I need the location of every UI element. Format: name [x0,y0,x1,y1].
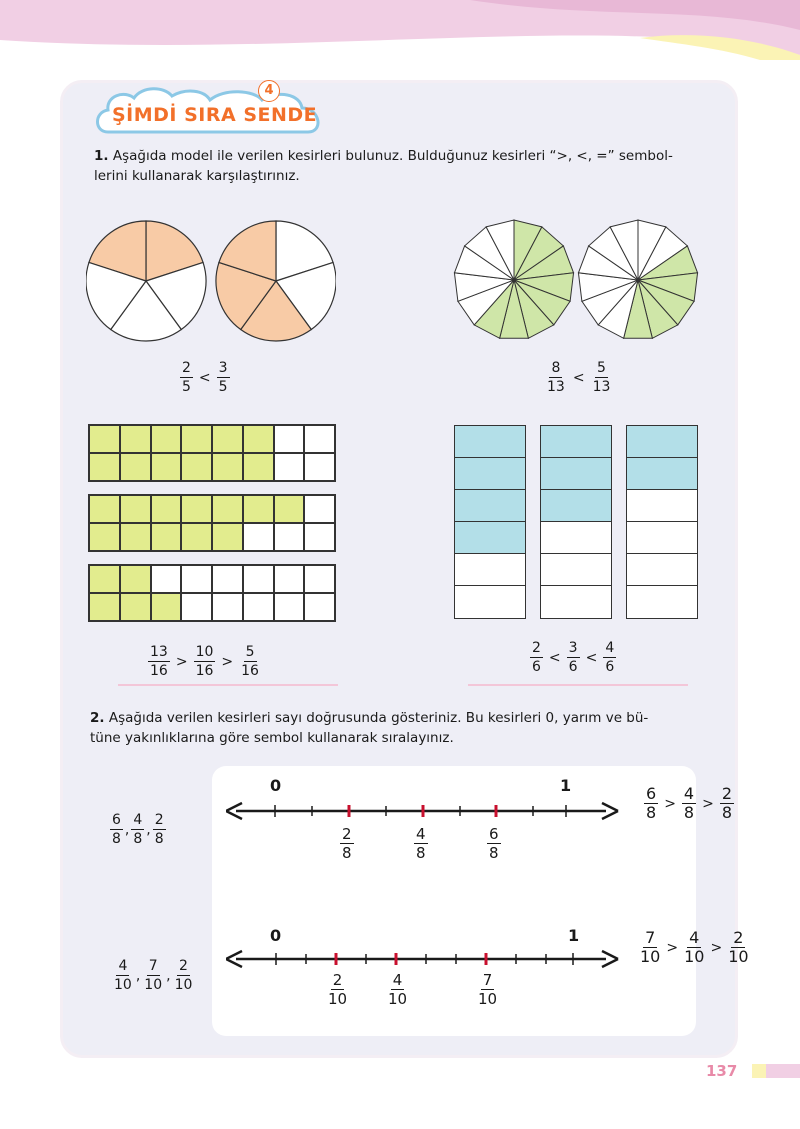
numerator: 5 [597,360,606,376]
denominator: 8 [721,803,733,822]
grid-cell [89,495,120,523]
grid-cell [151,453,182,481]
section-title: ŞİMDİ SIRA SENDE [112,104,318,126]
denominator: 16 [150,663,168,679]
number-line-tenths [226,944,626,974]
grid-cell [120,425,151,453]
question-2-number: 2. [90,710,105,726]
footer-color-block-pink [766,1064,800,1078]
grid-cell [274,425,305,453]
numerator: 2 [154,812,164,828]
grid-cell [243,593,274,621]
mark-label [326,972,349,1007]
denominator: 10 [478,990,498,1008]
answer-underline [468,684,688,686]
grid-cell [274,523,305,551]
denominator: 16 [241,663,259,679]
denominator: 8 [112,831,121,847]
grid-cell [120,593,151,621]
circle-thirteenths-right [578,220,697,338]
comparison-symbol: < [572,369,585,386]
grid-cell [89,523,120,551]
circle-thirteenths-left [454,220,573,338]
grid-cell [181,523,212,551]
grid-cell [151,495,182,523]
comparison-symbol: > [664,795,676,812]
comparison-symbol: > [702,795,714,812]
circle-fifths-left [86,221,206,341]
numerator: 3 [568,640,578,656]
denominator: 10 [174,977,193,993]
given-fractions-eighths: $\frac{6}{8}$ , $\frac{4}{8}$ , $\frac{2}{8}$ [112,812,164,847]
numerator: 2 [332,971,343,989]
grid-cell [243,523,274,551]
number-line-eighths [226,796,626,826]
grid-cell [181,425,212,453]
circle-fifths-right [216,221,336,341]
grid-cell [212,425,243,453]
denominator: 13 [592,379,611,395]
grid-cell [212,565,243,593]
denominator: 10 [728,947,749,966]
grid-cell [89,453,120,481]
denominator: 10 [144,977,163,993]
denominator: 6 [532,659,541,675]
given-fractions-tenths: $\frac{4}{10}$ , $\frac{7}{10}$ , $\frac{2}{10}$ [114,958,193,993]
answer-eighths [644,786,734,821]
grid-cell [304,565,335,593]
comparison-symbol: > [221,653,234,670]
question-1-line-2: lerini kullanarak karşılaştırınız. [94,168,300,184]
denominator: 10 [640,947,661,966]
grid-cell [181,495,212,523]
fraction-comparison-sixths [530,640,616,675]
question-2-line-1: Aşağıda verilen kesirleri sayı doğrusunda gösteriniz. Bu kesirleri 0, yarım ve bü- [108,710,649,726]
fraction-comparison-sixteenths [148,644,261,679]
numerator: 6 [112,812,121,828]
grid-cell [89,593,120,621]
grid-model-5-16 [88,564,336,622]
numerator: 4 [392,971,403,989]
numerator: 2 [342,825,352,843]
number-line-one-label: 1 [560,776,572,795]
grid-cell [89,565,120,593]
numerator: 3 [218,360,228,376]
numerator: 13 [150,644,168,660]
denominator: 8 [133,831,143,847]
grid-cell [181,593,212,621]
grid-cell [304,523,335,551]
mark-label [414,826,428,861]
denominator: 8 [489,844,499,862]
question-2-text [90,708,730,748]
grid-cell [274,593,305,621]
grid-cell [151,523,182,551]
denominator: 5 [182,379,191,395]
grid-model-10-16 [88,494,336,552]
page-number: 137 [706,1062,738,1080]
denominator: 8 [683,803,695,822]
fraction-comparison-thirteenths [545,360,612,395]
grid-cell [304,593,335,621]
denominator: 8 [646,803,657,822]
numerator: 2 [532,640,541,656]
denominator: 16 [195,663,214,679]
column-model-3-6 [540,425,612,619]
numerator: 2 [721,784,733,803]
denominator: 10 [328,990,348,1008]
numerator: 6 [489,825,499,843]
grid-cell [151,425,182,453]
numerator: 7 [148,958,158,974]
numerator: 4 [689,928,700,947]
grid-cell [304,453,335,481]
numerator: 7 [482,971,493,989]
numerator: 2 [182,360,191,376]
numerator: 4 [605,640,615,656]
numerator: 10 [195,644,214,660]
grid-cell [120,523,151,551]
footer-color-block-yellow [752,1064,766,1078]
comparison-symbol: > [710,939,723,956]
comparison-symbol: < [548,649,561,666]
grid-model-13-16 [88,424,336,482]
question-1-number: 1. [94,148,109,164]
grid-cell [212,495,243,523]
numerator: 2 [733,928,744,947]
comparison-symbol: > [666,939,679,956]
denominator: 8 [342,844,352,862]
numerator: 5 [245,644,255,660]
denominator: 10 [684,947,705,966]
circle-model-thirteenths [452,216,702,346]
denominator: 5 [218,379,228,395]
circle-model-fifths [86,216,336,346]
number-line-zero-label: 0 [270,776,282,795]
comparison-symbol: < [585,649,598,666]
comparison-symbol: < [198,369,211,386]
number-line-zero-label: 0 [270,926,282,945]
grid-cell [181,565,212,593]
grid-cell [89,425,120,453]
section-number-badge: 4 [258,80,280,102]
grid-cell [151,593,182,621]
numerator: 4 [118,958,128,974]
grid-cell [212,523,243,551]
grid-cell [120,565,151,593]
mark-label [340,826,354,861]
grid-cell [304,495,335,523]
grid-cell [243,565,274,593]
grid-cell [304,425,335,453]
grid-cell [243,453,274,481]
denominator: 6 [568,659,578,675]
mark-label [386,972,409,1007]
denominator: 10 [114,977,132,993]
mark-label [487,826,501,861]
numerator: 2 [179,958,188,974]
fraction-comparison-fifths [180,360,230,395]
denominator: 10 [388,990,408,1008]
denominator: 6 [605,659,615,675]
numerator: 6 [646,784,657,803]
grid-cell [181,453,212,481]
grid-cell [151,565,182,593]
column-model-4-6 [626,425,698,619]
grid-cell [243,425,274,453]
mark-label [476,972,499,1007]
grid-cell [120,495,151,523]
numerator: 4 [416,825,426,843]
grid-cell [243,495,274,523]
numerator: 4 [133,812,143,828]
denominator: 13 [547,379,565,395]
grid-cell [274,565,305,593]
denominator: 8 [154,831,164,847]
numerator: 8 [551,360,561,376]
comparison-symbol: > [175,653,188,670]
numerator: 7 [645,928,656,947]
number-line-one-label: 1 [568,926,580,945]
question-2-line-2: tüne yakınlıklarına göre sembol kullanarak sıralayınız. [90,730,454,746]
grid-cell [120,453,151,481]
grid-cell [274,495,305,523]
denominator: 8 [416,844,426,862]
top-decorative-band [0,0,800,60]
question-1-text [94,146,734,186]
grid-cell [274,453,305,481]
answer-tenths [638,930,751,965]
column-model-2-6 [454,425,526,619]
numerator: 4 [683,784,695,803]
grid-cell [212,593,243,621]
grid-cell [212,453,243,481]
answer-underline [118,684,338,686]
question-1-line-1: Aşağıda model ile verilen kesirleri bulunuz. Bulduğunuz kesirleri “>, <, =” sembol- [112,148,673,164]
